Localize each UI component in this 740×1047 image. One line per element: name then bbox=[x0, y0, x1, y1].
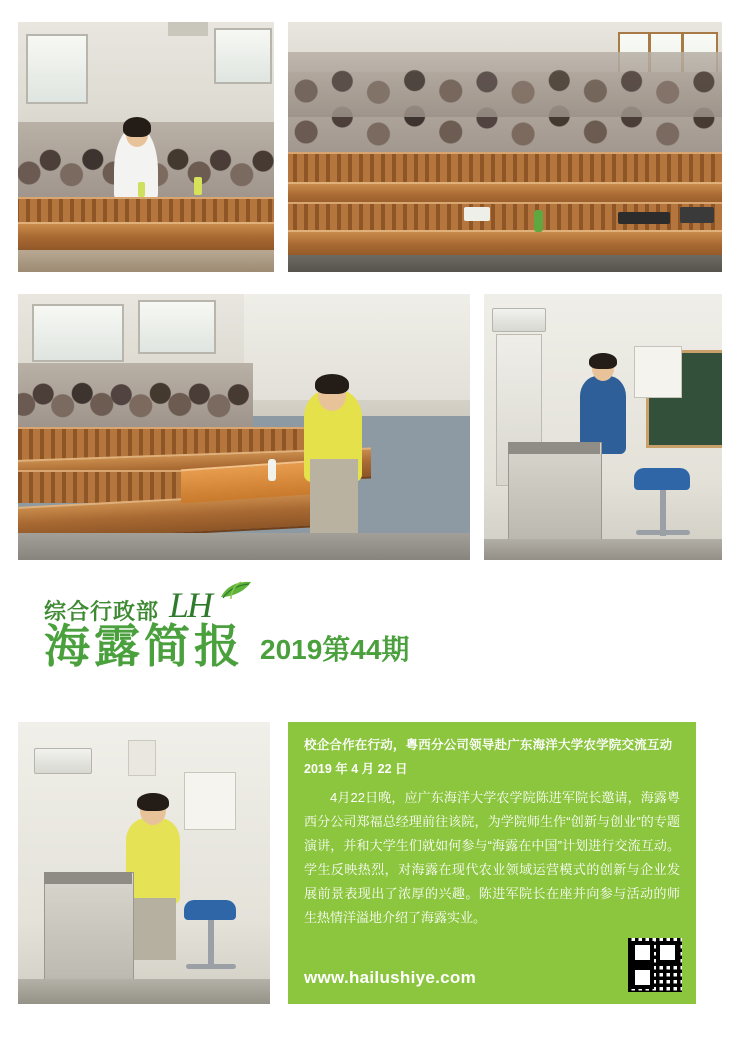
article-date: 2019 年 4 月 22 日 bbox=[304, 761, 408, 776]
qr-code-icon[interactable] bbox=[628, 938, 682, 992]
stool-shape bbox=[634, 468, 690, 490]
article-headline: 校企合作在行动，粤西分公司领导赴广东海洋大学农学院交流互动 bbox=[304, 738, 673, 752]
podium-shape bbox=[508, 442, 602, 548]
window-shape bbox=[26, 34, 88, 104]
window-shape bbox=[214, 28, 272, 84]
photo-speaker-aisle bbox=[18, 294, 470, 560]
leaf-icon bbox=[219, 579, 253, 601]
website-link[interactable]: www.hailushiye.com bbox=[304, 968, 476, 987]
speaker-person bbox=[126, 818, 180, 904]
department-line bbox=[44, 581, 255, 623]
window-shape bbox=[32, 304, 124, 362]
podium-shape bbox=[44, 872, 134, 992]
photo-audience-left bbox=[18, 22, 274, 272]
window-shape bbox=[138, 300, 216, 354]
article-footer bbox=[304, 938, 682, 992]
air-conditioner-icon bbox=[492, 308, 546, 332]
page-title: 海露简报 bbox=[44, 620, 244, 672]
photo-audience-wide bbox=[288, 22, 722, 272]
brand-logo bbox=[169, 581, 255, 623]
photo-speaker-podium-2 bbox=[18, 722, 270, 1004]
stool-shape bbox=[184, 900, 236, 920]
masthead bbox=[0, 565, 740, 710]
photo-speaker-podium bbox=[484, 294, 722, 560]
issue-number: 2019第44期 bbox=[260, 634, 410, 666]
department-name: 综合行政部 bbox=[44, 599, 160, 624]
title-line bbox=[44, 620, 410, 672]
article-panel bbox=[288, 722, 696, 1004]
article-body: 4月22日晚，应广东海洋大学农学院陈进军院长邀请，海露粤西分公司郑福总经理前往该院，为学院师生作“创新与创业”的专题演讲，并和大学生们就如何参与“海露在中国”计划进行交流互动。学生反映热烈，对海露在现代农业领域运营模式的创新与企业发展前景表现出了浓厚的兴趣。陈进军院长在座并向参与活动的师生热情洋溢地介绍了海露实业。 bbox=[304, 790, 680, 926]
logo-monogram: LH bbox=[169, 585, 212, 625]
air-conditioner-icon bbox=[34, 748, 92, 774]
